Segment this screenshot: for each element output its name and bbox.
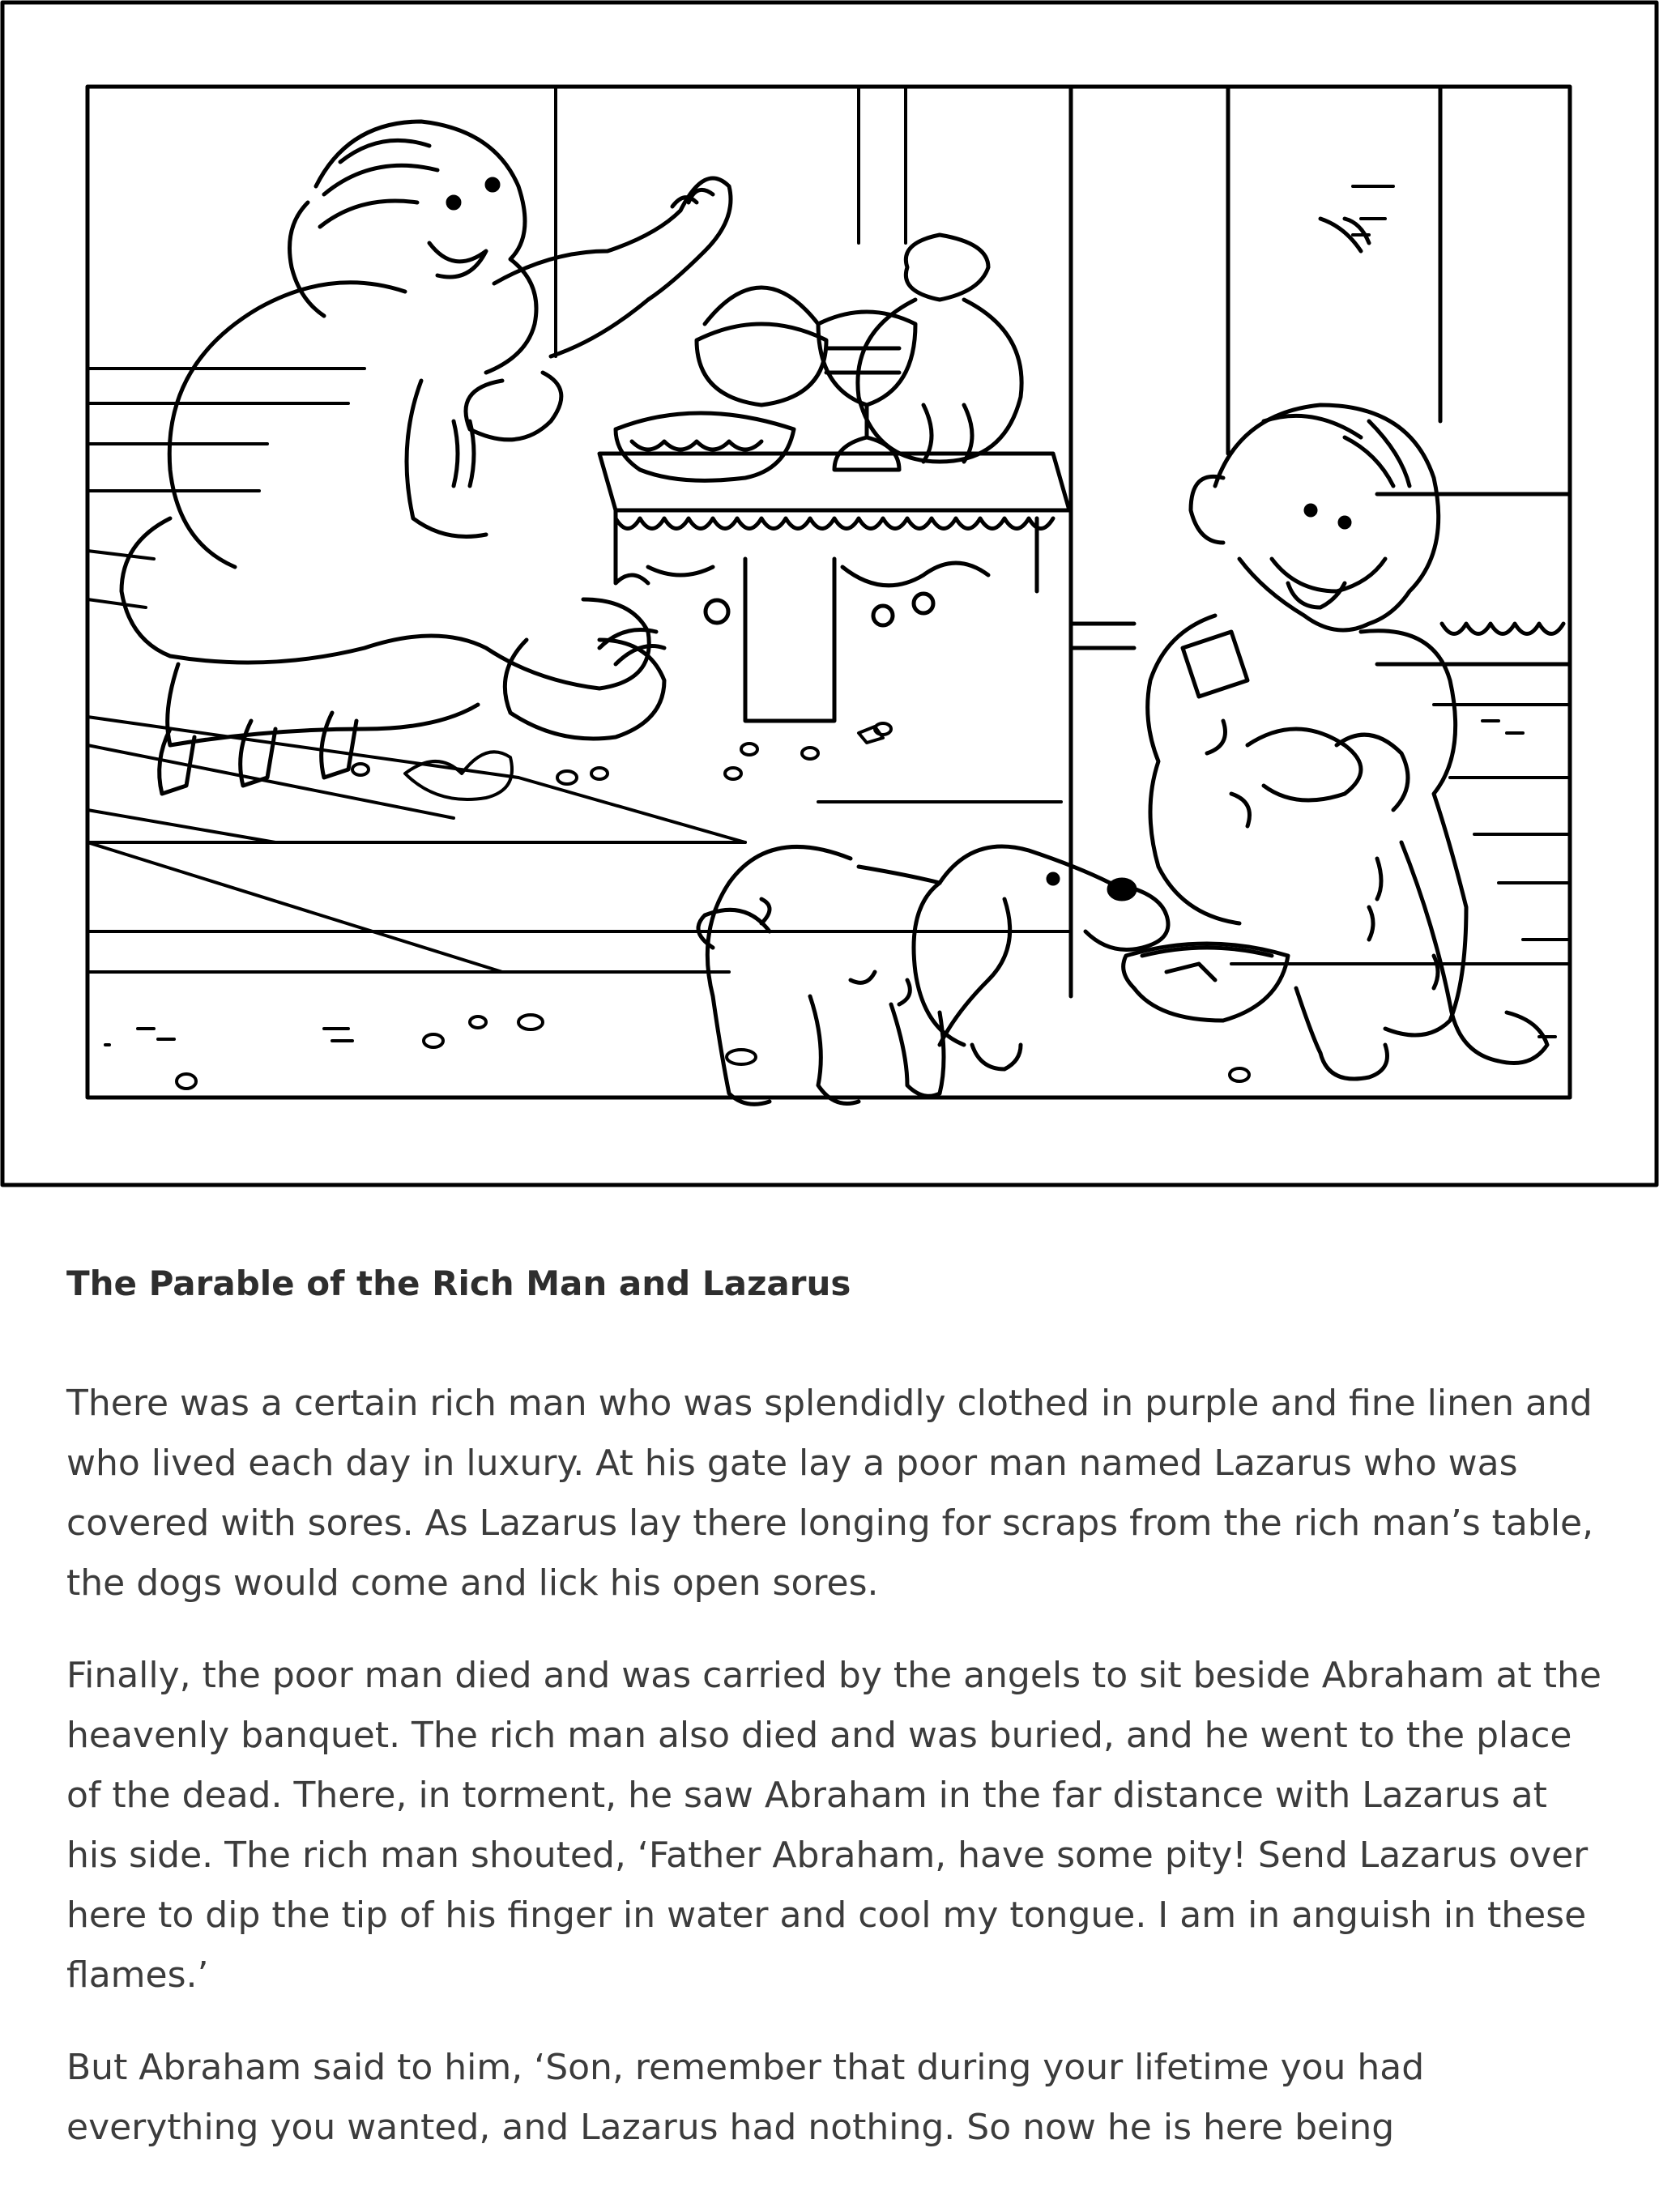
story-paragraph-2: Finally, the poor man died and was carried by the angels to sit beside Abraham at the heavenly banquet. The rich man also died and was buried, and he went to the place of the dead. There, in torment, he saw Abraham in the far distance with Lazarus at his side. The rich man shouted, ‘Father Abraham, have some pity! Send Lazarus over here to dip the tip of his finger in water and cool my tongue. I am in anguish in these flames.’ [66,1655,1601,1997]
story-paragraph-3: But Abraham said to him, ‘Son, remember that during your lifetime you had everything you wanted, and Lazarus had nothing. So now he is here being [66,2047,1425,2149]
story-title: The Parable of the Rich Man and Lazarus [66,1264,851,1303]
rich-man [122,121,731,794]
lazarus-bowl [1124,944,1288,1021]
dog [698,846,1168,1104]
floor-crumbs [105,186,1555,1089]
columns [1071,87,1570,996]
lazarus [1148,405,1547,1079]
story-paragraph-1: There was a certain rich man who was splendidly clothed in purple and fine linen and who lived each day in luxury. At his gate lay a poor man named Lazarus who was covered with sores. As Lazarus lay there longing for scraps from the rich man’s table, the dogs would come and lick his open sores. [66,1383,1594,1605]
banquet-table [599,235,1069,721]
story-text-block [66,1264,1606,2190]
